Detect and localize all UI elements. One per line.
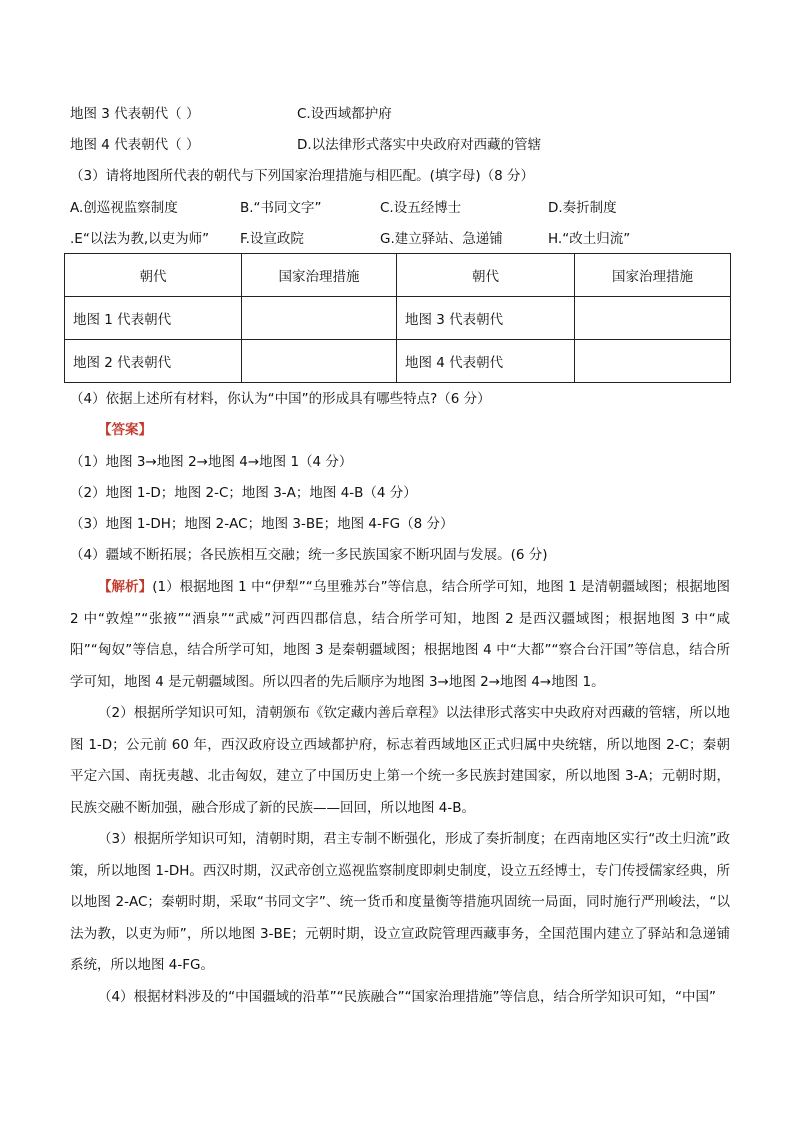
analysis-text-2: （2）根据所学知识可知，清朝颁布《钦定藏内善后章程》以法律形式落实中央政府对西藏的管辖，所以地图 1-D；公元前 60 年，西汉政府设立西域都护府，标志着西域地区正式归属中央统辖，所以地图 2-C；秦朝平定六国、南抚夷越、北击匈奴，建立了中国历史上第一个统一多民族封建国家，所以地图 3-A；元朝时期，民族交融不断加强，融合形成了新的民族——回回，所以地图 4-B。 [70, 705, 730, 816]
map4-prompt: 地图 4 代表朝代（ ） [70, 137, 200, 153]
option-d-statement: D.以法律形式落实中央政府对西藏的管辖 [297, 137, 542, 153]
analysis-paragraph-3 [70, 824, 730, 982]
analysis-paragraph-2 [70, 698, 730, 824]
option-b: B.“书同文字” [240, 200, 322, 216]
table-cell: 地图 1 代表朝代 [65, 297, 242, 340]
answer-blank-cell[interactable] [242, 297, 397, 340]
table-cell: 地图 2 代表朝代 [65, 340, 242, 383]
answer-2: （2）地图 1-D；地图 2-C；地图 3-A；地图 4-B（4 分） [70, 485, 417, 501]
table-cell: 地图 4 代表朝代 [397, 340, 575, 383]
table-header-cell: 朝代 [65, 254, 242, 297]
table-row [65, 297, 731, 340]
matching-table [64, 253, 731, 383]
analysis-text-3: （3）根据所学知识可知，清朝时期，君主专制不断强化，形成了奏折制度；在西南地区实行“改土归流”政策，所以地图 1-DH。西汉时期，汉武帝创立巡视监察制度即刺史制度，设立五经博士，专门传授儒家经典，所以地图 2-AC；秦朝时期，采取“书同文字”、统一货币和度量衡等措施巩固统一局面，同时施行严刑峻法，“以法为教，以吏为师”，所以地图 3-BE；元朝时期，设立宣政院管理西藏事务，全国范围内建立了驿站和急递铺系统，所以地图 4-FG。 [70, 831, 730, 973]
option-a: A.创巡视监察制度 [70, 200, 178, 216]
analysis-paragraph-1 [70, 572, 730, 698]
table-row [65, 340, 731, 383]
answer-4: （4）疆域不断拓展；各民族相互交融；统一多民族国家不断巩固与发展。(6 分) [70, 547, 548, 563]
answer-1: （1）地图 3→地图 2→地图 4→地图 1（4 分） [70, 454, 353, 470]
option-f: F.设宣政院 [240, 231, 304, 247]
answer-blank-cell[interactable] [242, 340, 397, 383]
option-h: H.“改土归流” [548, 231, 631, 247]
table-header-row [65, 254, 731, 297]
analysis-text-4: （4）根据材料涉及的“中国疆域的沿革”“民族融合”“国家治理措施”等信息，结合所学知识可知，“中国” [98, 989, 717, 1005]
map3-prompt: 地图 3 代表朝代（ ） [70, 106, 200, 122]
answer-blank-cell[interactable] [575, 340, 731, 383]
analysis-heading: 【解析】 [98, 579, 153, 595]
option-d: D.奏折制度 [548, 200, 617, 216]
option-c-statement: C.设西域都护府 [297, 106, 392, 122]
analysis-text-1: (1）根据地图 1 中“伊犁”“乌里雅苏台”等信息，结合所学可知，地图 1 是清朝疆域图；根据地图 2 中“敦煌”“张掖”“酒泉”“武威”河西四郡信息，结合所学可知，地图 2 是西汉疆域图；根据地图 3 中“咸阳”“匈奴”等信息，结合所学可知，地图 3 是秦朝疆域图；根据地图 4 中“大都”“察合台汗国”等信息，结合所学可知，地图 4 是元朝疆域图。所以四者的先后顺序为地图 3→地图 2→地图 4→地图 1。 [70, 579, 730, 690]
answer-heading: 【答案】 [98, 422, 152, 438]
option-g: G.建立驿站、急递铺 [380, 231, 503, 247]
option-e: .E“以法为教,以吏为师” [70, 231, 210, 247]
table-header-cell: 国家治理措施 [242, 254, 397, 297]
option-c: C.设五经博士 [380, 200, 462, 216]
table-cell: 地图 3 代表朝代 [397, 297, 575, 340]
analysis-paragraph-4 [70, 982, 730, 1014]
answer-3: （3）地图 1-DH；地图 2-AC；地图 3-BE；地图 4-FG（8 分） [70, 516, 454, 532]
table-header-cell: 朝代 [397, 254, 575, 297]
question-3: （3）请将地图所代表的朝代与下列国家治理措施与相匹配。(填字母)（8 分） [70, 168, 535, 184]
question-4: （4）依据上述所有材料，你认为“中国”的形成具有哪些特点?（6 分） [70, 391, 491, 407]
answer-blank-cell[interactable] [575, 297, 731, 340]
table-header-cell: 国家治理措施 [575, 254, 731, 297]
